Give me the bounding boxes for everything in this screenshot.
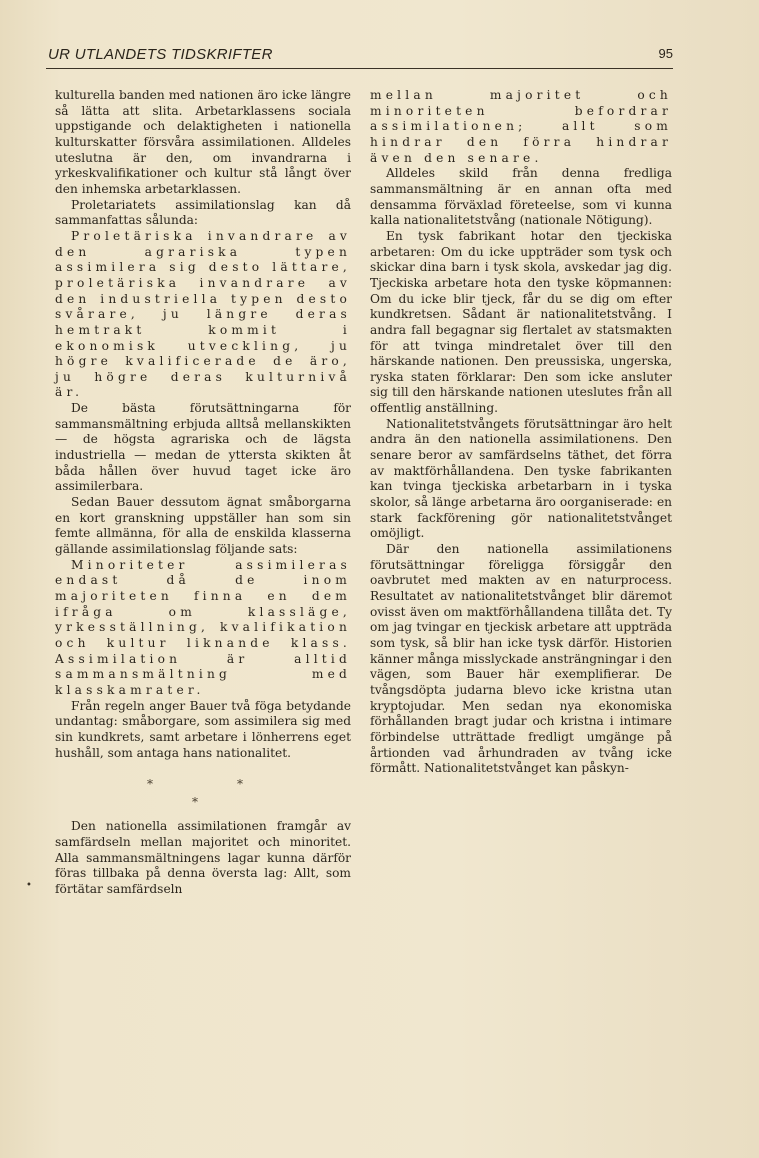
running-header: [46, 44, 673, 69]
right-paragraph-2: Alldeles skild från denna fredliga sammansmältning är en annan ofta med densamma förväxlad företeelse, som vi kunna kalla nationalitetstvång (nationale Nötigung).: [370, 166, 672, 228]
right-paragraph-1: mellan majoritet och minoriteten befordrar assimilationen; allt som hindrar den förra hindrar även den senare.: [370, 88, 672, 165]
margin-bullet: •: [26, 880, 32, 891]
right-paragraph-5: Där den nationella assimilationens förutsättningar föreligga försiggår den oavbrutet med makten av en naturprocess. Resultatet av nationalitetstvånget blir däremot ovisst även om maktförhållandena tillåta det. Ty om jag tvingar en tjeckisk arbetare att uppträda som tysk, så blir han icke tysk därför. Historien känner många misslyckade ansträngningar i den vägen, som Bauer här exemplifierar. De tvångsdöpta judarna blevo icke kristna utan kryptojudar. Men sedan nya ekonomiska förhållanden bragt judar och kristna i intimare förbindelse utträttade fredligt umgänge på årtionden vad århundraden av tvång icke förmått. Nationalitetstvånget kan påskyn-: [370, 542, 672, 776]
right-paragraph-3: En tysk fabrikant hotar den tjeckiska arbetaren: Om du icke uppträder som tysk och skickar dina barn i tysk skola, avskedar jag dig. Tjeckiska arbetare hota den tyske köpmannen: Om du icke blir tjeck, får du se dig om efter kundkretsen. Sådant är nationalitetstvång. I andra fall begagnar sig flertalet av statsmakten för att tvinga mindretalet över till den härskande nationen. Den preussiska, ungerska, ryska staten förklarar: Den som icke ansluter sig till den härskande nationen uteslutes från all offentlig anställning.: [370, 228, 672, 416]
journal-section-title: UR UTLANDETS TIDSKRIFTER: [48, 46, 273, 63]
left-paragraph-7: Från regeln anger Bauer två föga betydande undantag: småborgare, som assimilera sig med sin kundkrets, samt arbetare i lönherrens eget hushåll, som antaga hans nationalitet.: [55, 698, 351, 760]
asterisk-3: *: [192, 795, 198, 810]
left-paragraph-3-spaced: Proletäriska invandrare av den agrariska typen assimilera sig desto lättare, proletäriska invandrare av den industriella typen desto svårare, ju längre deras hemtrakt kommit i ekonomisk utveckling, ju högre kvalificerade de äro, ju högre deras kulturnivå är.: [55, 228, 351, 400]
left-paragraph-4: De bästa förutsättningarna för sammansmältning erbjuda alltså mellanskikten — de högsta agrariska och de lägsta industriella — medan de yttersta skikten åt båda hållen över huvud taget icke äro assimilerbara.: [55, 401, 351, 494]
right-paragraph-4: Nationalitetstvångets förutsättningar äro helt andra än den nationella assimilationens. Den senare beror av samfärdselns täthet, det förra av maktförhållandena. Den tyske fabrikanten kan tvinga tjeckiska arbetarbarn in i tyska skolor, så länge arbetarna äro oorganiserade: en stark fackförening gör nationalitetstvånget omöjligt.: [370, 416, 672, 541]
left-column: [55, 88, 351, 898]
asterisk-2: *: [237, 777, 243, 792]
section-break-asterisks: [55, 761, 351, 819]
right-column: [370, 88, 672, 777]
left-paragraph-1: kulturella banden med nationen äro icke längre så lätta att slita. Arbetarklassens sociala uppstigande och delaktigheten i nationella kulturskatter försvåra assimilationen. Alldeles uteslutna är den, om invandrarna i yrkeskvalifikationer och kultur stå långt över den inhemska arbetarklassen.: [55, 88, 351, 196]
asterisk-1: *: [147, 777, 153, 792]
page-number: 95: [658, 46, 673, 61]
left-paragraph-8: Den nationella assimilationen framgår av samfärdseln mellan majoritet och minoritet. Alla sammansmältningens lagar kunna därför föras tillbaka på denna översta lag: Allt, som förtätar samfärdseln: [55, 819, 351, 896]
left-paragraph-2: Proletariatets assimilationslag kan då sammanfattas sålunda:: [55, 197, 351, 228]
left-paragraph-5: Sedan Bauer dessutom ägnat småborgarna en kort granskning uppställer han som sin femte allmänna, för alla de enskilda klasserna gällande assimilationslag följande sats:: [55, 495, 351, 557]
left-paragraph-6-spaced: Minoriteter assimileras endast då de inom majoriteten finna en dem ifråga om klassläge, yrkesställning, kvalifikation och kultur liknande klass. Assimilation är alltid sammansmältning med klasskamrater.: [55, 557, 351, 697]
